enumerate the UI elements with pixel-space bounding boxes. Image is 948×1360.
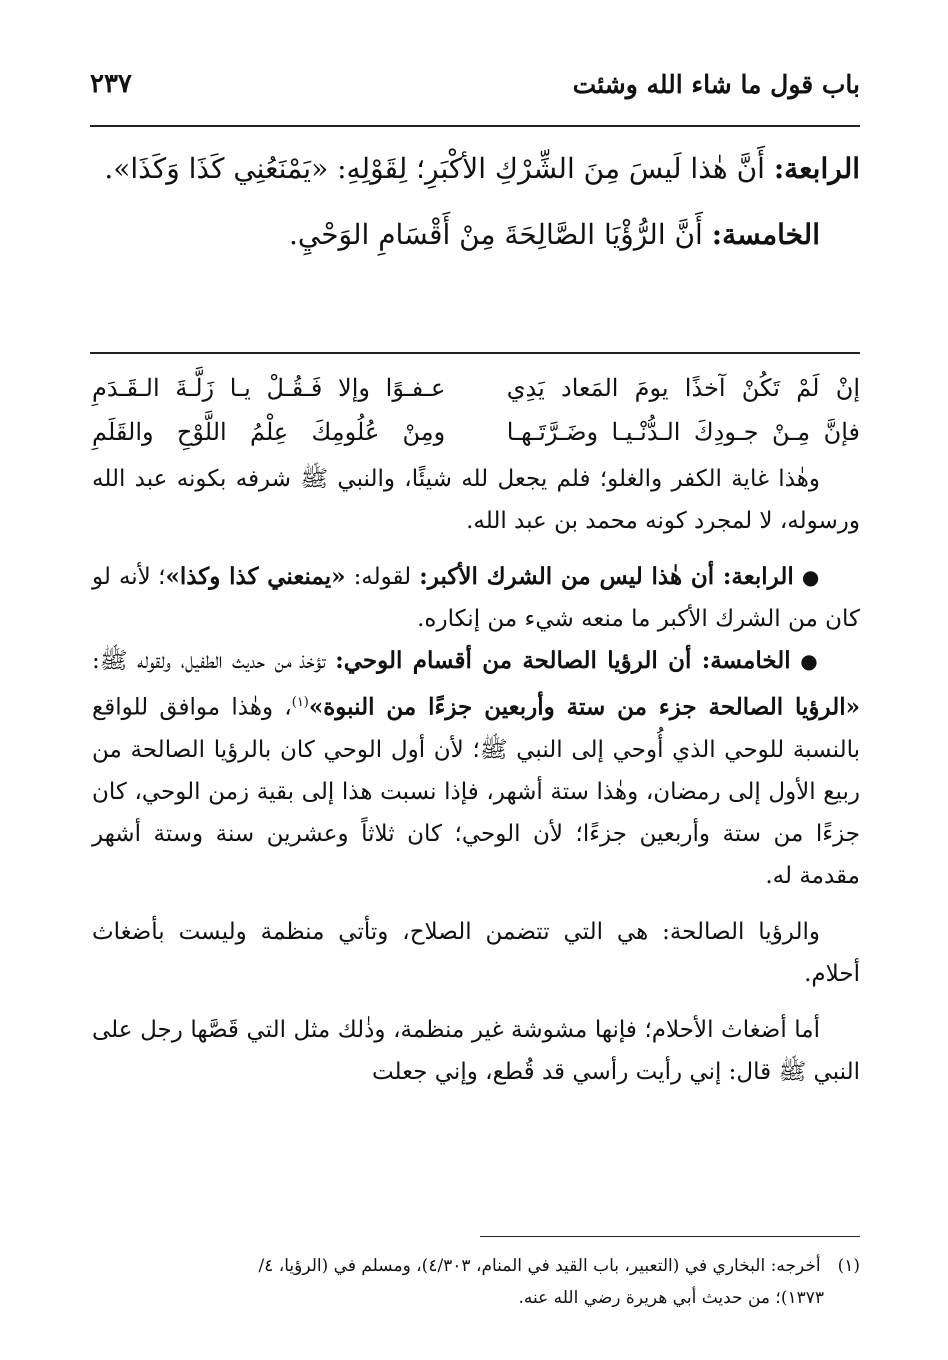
bullet-icon: ●: [801, 565, 821, 589]
page-header: [90, 60, 860, 108]
point-four-text-a: لقوله:: [353, 564, 412, 590]
poem-verse: [92, 410, 860, 454]
verse-second-hemistich: عـفـوًا وإلا فَـقُـلْ يـا زَلَّـةَ الـقَـدَمِ: [92, 374, 446, 402]
bullet-icon: ●: [800, 649, 821, 673]
footnote: [90, 1250, 860, 1314]
commentary-point-five: [92, 640, 860, 897]
point-five-text-b: ، وهٰذا موافق للواقع بالنسبة للوحي الذي أُوحي إلى النبي ﷺ؛ لأن أول الوحي كان بالرؤيا الصالحة من ربيع الأول إلى رمضان، وهٰذا ستة أشهر، فإذا نسبت هذا إلى بقية زمن الوحي، كان جزءًا من ستة وأربعين جزءًا؛ لأن الوحي؛ كان ثلاثاً وعشرين سنة وستة أشهر مقدمة له.: [92, 694, 860, 889]
commentary-divider: [90, 352, 860, 354]
matn-text-five: أَنَّ الرُّؤْيَا الصَّالِحَةَ مِنْ أَقْسَامِ الوَحْيِ.: [289, 218, 703, 251]
footnote-divider: [480, 1236, 860, 1237]
point-four-heading: الرابعة: أن هٰذا ليس من الشرك الأكبر:: [419, 563, 794, 590]
footnote-line: ١٣٧٣)؛ من حديث أبي هريرة رضي الله عنه.: [518, 1288, 824, 1308]
point-four-quote: «يمنعني كذا وكذا»: [165, 563, 346, 590]
header-divider: [90, 125, 860, 127]
footnote-number: (١): [837, 1256, 860, 1276]
commentary-text: [92, 458, 860, 1093]
page-number: ٢٣٧: [90, 69, 132, 99]
matn-label-four: الرابعة:: [773, 152, 860, 185]
chapter-title: باب قول ما شاء الله وشئت: [572, 69, 860, 99]
commentary-point-four: [92, 556, 860, 640]
verse-first-hemistich: إنْ لَمْ تَكُنْ آخذًا يومَ المَعاد يَدِي: [506, 374, 860, 402]
matn-point-five: [90, 206, 860, 264]
point-five-text-a: تؤخذ من حديث الطفيل، ولقوله ﷺ:: [92, 648, 326, 674]
commentary-paragraph: وهٰذا غاية الكفر والغلو؛ فلم يجعل لله شيئًا، والنبي ﷺ شرفه بكونه عبد الله ورسوله، لا لمجرد كونه محمد بن عبد الله.: [92, 466, 860, 534]
point-four-text-b: ؛ لأنه لو كان من الشرك الأكبر ما منعه شيء من إنكاره.: [92, 564, 860, 632]
main-text-block: [90, 140, 860, 264]
verse-second-hemistich: ومِنْ عُلُومِكَ عِلْمُ اللَّوْحِ والقَلَمِ: [92, 418, 446, 446]
commentary-paragraph: أما أضغاث الأحلام؛ فإنها مشوشة غير منظمة، وذٰلك مثل التي قَصَّها رجل على النبي ﷺ قال: إني رأيت رأسي قد قُطع، وإني جعلت: [92, 1016, 860, 1085]
hadith-quote: «الرؤيا الصالحة جزء من ستة وأربعين جزءًا من النبوة»: [308, 693, 861, 721]
verse-first-hemistich: فإنَّ مِـنْ جـودِكَ الـدُّنْـيـا وضَـرَّتَـهـا: [506, 418, 860, 446]
matn-label-five: الخامسة:: [711, 218, 820, 251]
point-five-heading: الخامسة: أن الرؤيا الصالحة من أقسام الوحي:: [335, 647, 791, 674]
matn-point-four: [90, 140, 860, 198]
matn-text-four: أَنَّ هٰذا لَيسَ مِنَ الشِّرْكِ الأكْبَرِ؛ لِقَوْلِهِ: «يَمْنَعُنِي كَذَا وَكَذَا».: [104, 152, 765, 185]
footnote-reference[interactable]: (١): [291, 695, 309, 710]
footnote-text: أخرجه: البخاري في (التعبير، باب القيد في المنام، ٤/٣٠٣)، ومسلم في (الرؤيا، ٤/: [258, 1256, 821, 1276]
commentary-paragraph: والرؤيا الصالحة: هي التي تتضمن الصلاح، وتأتي منظمة وليست بأضغاث أحلام.: [92, 918, 860, 987]
poem-block: [92, 366, 860, 454]
poem-verse: [92, 366, 860, 410]
footnote-line: [90, 1250, 860, 1282]
